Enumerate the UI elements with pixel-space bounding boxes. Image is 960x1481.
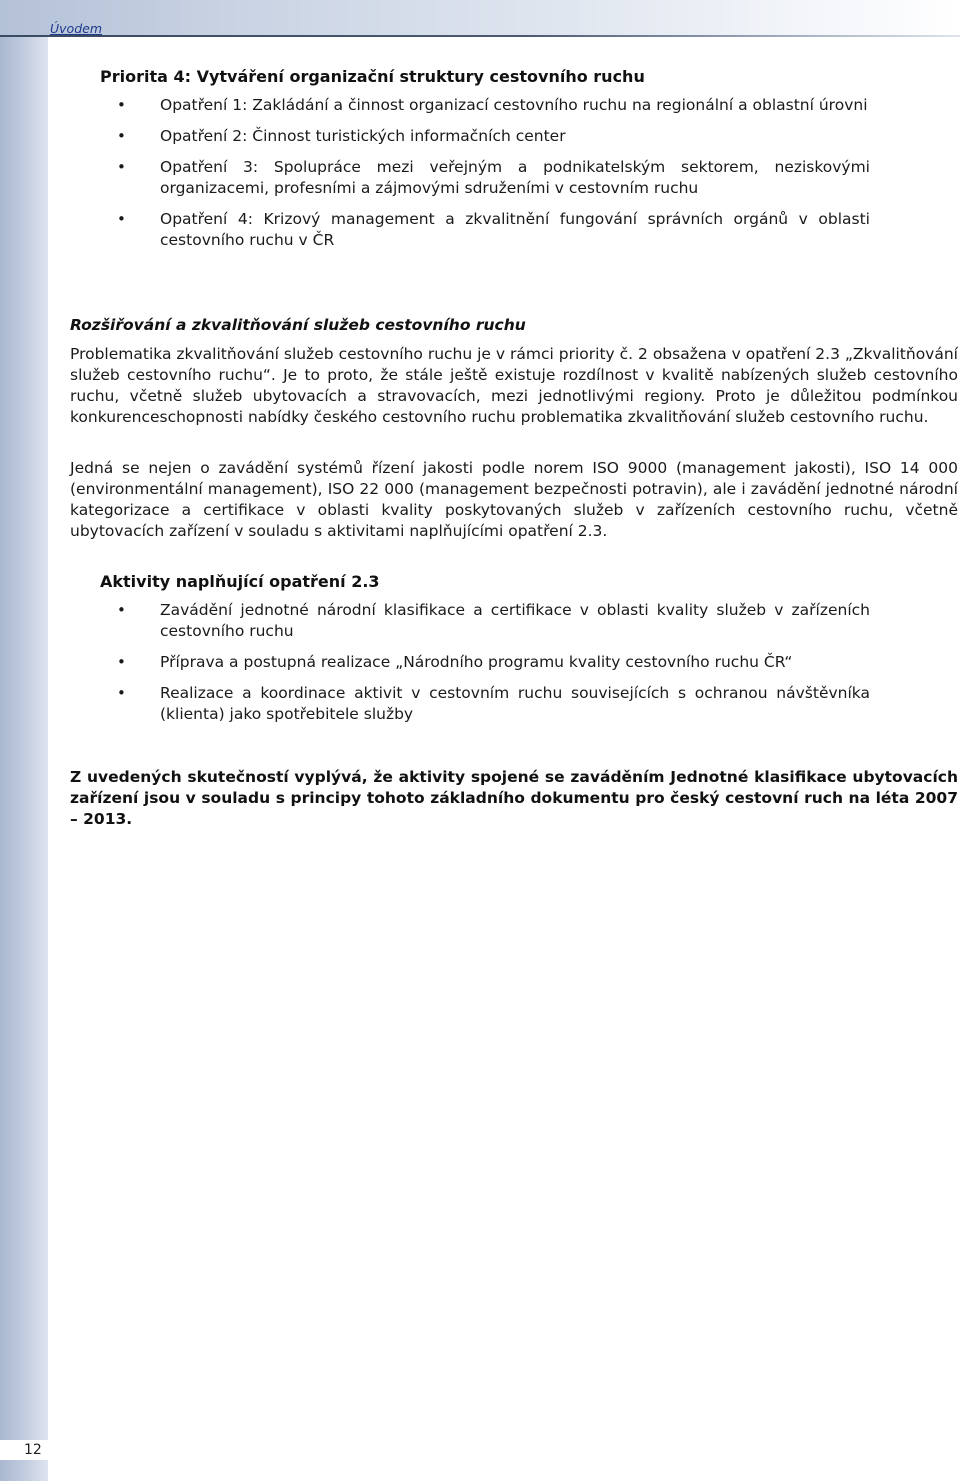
conclusion-paragraph: Z uvedených skutečností vyplývá, že aktivity spojené se zaváděním Jednotné klasifikace ubytovacích zařízení jsou v souladu s principy tohoto základního dokumentu pro český cestovní ruch na léta 2007 – 2013.	[70, 768, 958, 828]
services-paragraph-1: Problematika zkvalitňování služeb cestovního ruchu je v rámci priority č. 2 obsažena v opatření 2.3 „Zkvalitňování služeb cestovního ruchu“. Je to proto, že stále ještě existuje rozdílnost v kvalitě nabízených služeb cestovního ruchu, včetně služeb ubytovacích a stravovacích, mezi jednotlivými regiony. Proto je důležitou podmínkou konkurenceschopnosti nabídky českého cestovního ruchu problematika zkvalitňování služeb cestovního ruchu.	[70, 345, 958, 426]
list-item-text: Opatření 3: Spolupráce mezi veřejným a podnikatelským sektorem, neziskovými organizacemi, profesními a zájmovými sdruženími v cestovním ruchu	[160, 158, 870, 197]
bullet-icon: •	[117, 210, 126, 228]
list-item-text: Opatření 2: Činnost turistických informačních center	[160, 127, 566, 145]
list-item-text: Realizace a koordinace aktivit v cestovním ruchu souvisejících s ochranou návštěvníka (klienta) jako spotřebitele služby	[160, 684, 870, 723]
list-item-text: Příprava a postupná realizace „Národního programu kvality cestovního ruchu ČR“	[160, 653, 793, 671]
priority-title: Priorita 4: Vytváření organizační struktury cestovního ruchu	[100, 67, 645, 86]
bullet-icon: •	[117, 158, 126, 176]
services-paragraph-2: Jedná se nejen o zavádění systémů řízení jakosti podle norem ISO 9000 (management jakosti), ISO 14 000 (environmentální management), ISO 22 000 (management bezpečnosti potravin), ale i zavádění jednotné národní kategorizace a certifikace v oblasti kvality poskytovaných služeb v zařízeních cestovního ruchu, včetně ubytovacích zařízení v souladu s aktivitami naplňujícími opatření 2.3.	[70, 459, 958, 540]
list-item	[110, 126, 870, 147]
list-item	[110, 95, 870, 116]
bullet-icon: •	[117, 127, 126, 145]
bullet-icon: •	[117, 684, 126, 702]
bullet-icon: •	[117, 601, 126, 619]
bullet-icon: •	[117, 96, 126, 114]
activities-title: Aktivity naplňující opatření 2.3	[100, 572, 380, 591]
services-heading: Rozšiřování a zkvalitňování služeb cestovního ruchu	[70, 316, 526, 334]
activities-list	[110, 600, 870, 735]
list-item	[110, 209, 870, 251]
bullet-icon: •	[117, 653, 126, 671]
side-decoration-band	[0, 0, 48, 1481]
list-item-text: Opatření 4: Krizový management a zkvalitnění fungování správních orgánů v oblasti cestovního ruchu v ČR	[160, 210, 870, 249]
page-number: 12	[24, 1442, 42, 1458]
list-item	[110, 652, 870, 673]
section-label: Úvodem	[50, 21, 102, 36]
list-item	[110, 600, 870, 642]
measures-list	[110, 95, 870, 261]
list-item-text: Opatření 1: Zakládání a činnost organizací cestovního ruchu na regionální a oblastní úrovni	[160, 96, 868, 114]
header-rule	[0, 35, 960, 37]
list-item-text: Zavádění jednotné národní klasifikace a certifikace v oblasti kvality služeb v zařízeních cestovního ruchu	[160, 601, 870, 640]
list-item	[110, 157, 870, 199]
header-band	[0, 0, 960, 36]
list-item	[110, 683, 870, 725]
